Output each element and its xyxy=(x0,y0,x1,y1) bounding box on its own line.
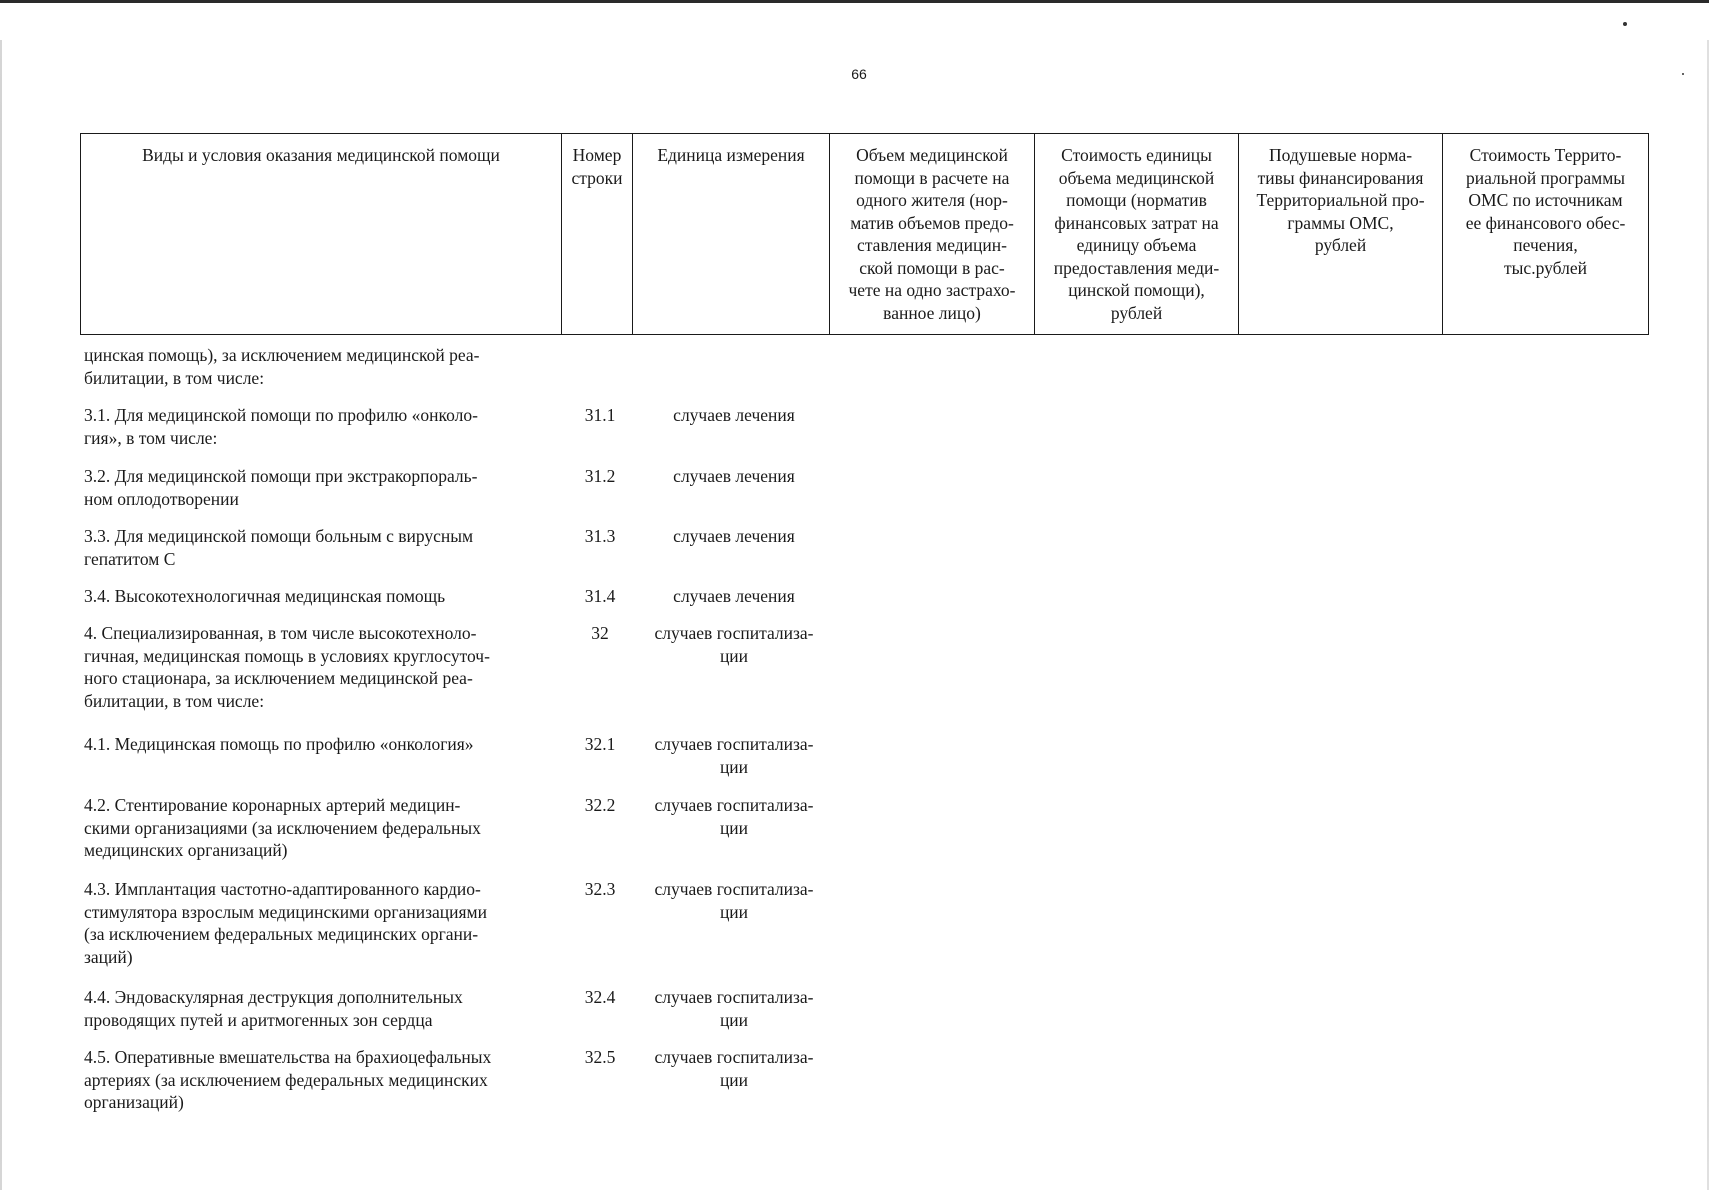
row-unit: случаев госпитализа- ции xyxy=(654,879,814,922)
row-name: 3.2. Для медицинской помощи при экстракорпораль- ном оплодотворении xyxy=(84,466,478,509)
row-number: 32.3 xyxy=(584,879,616,899)
row-unit: случаев госпитализа- ции xyxy=(654,623,814,666)
table-row xyxy=(80,404,880,465)
row-unit: случаев лечения xyxy=(673,466,795,486)
table-body xyxy=(80,344,880,1116)
table-row xyxy=(80,794,880,878)
row-number: 31.3 xyxy=(584,526,616,546)
page-number: 66 xyxy=(851,66,867,82)
table-row xyxy=(80,622,880,733)
column-header-program-cost: Стоимость Террито- риальной программы ОМС по источникам ее финансового обес- печения, тыс.рублей xyxy=(1443,134,1649,335)
scan-speck xyxy=(1623,22,1627,26)
table-row xyxy=(80,465,880,525)
row-unit: случаев лечения xyxy=(673,586,795,606)
column-header-volume: Объем медицинской помощи в расчете на одного жителя (нор- матив объемов предо- ставления медицин- ской помощи в рас- чете на одно застрахо- ванное лицо) xyxy=(830,134,1035,335)
row-number: 32.2 xyxy=(584,795,616,815)
table-row xyxy=(80,986,880,1046)
row-unit: случаев госпитализа- ции xyxy=(654,1047,814,1090)
column-header-services: Виды и условия оказания медицинской помощи xyxy=(81,134,562,335)
column-header-row-number: Номер строки xyxy=(562,134,633,335)
row-number: 31.2 xyxy=(584,466,616,486)
row-unit: случаев госпитализа- ции xyxy=(654,734,814,777)
row-unit: случаев госпитализа- ции xyxy=(654,795,814,838)
table-row xyxy=(80,344,880,404)
row-unit: случаев госпитализа- ции xyxy=(654,987,814,1030)
row-number: 32 xyxy=(591,623,609,643)
row-name: 4.5. Оперативные вмешательства на брахиоцефальных артериях (за исключением федеральных медицинских организаций) xyxy=(84,1047,492,1112)
row-name: 4.2. Стентирование коронарных артерий медицин- скими организациями (за исключением федеральных медицинских организаций) xyxy=(84,795,481,860)
row-name: 3.3. Для медицинской помощи больным с вирусным гепатитом С xyxy=(84,526,474,569)
row-name: 3.4. Высокотехнологичная медицинская помощь xyxy=(84,586,446,606)
row-name: цинская помощь), за исключением медицинской реа- билитации, в том числе: xyxy=(84,345,480,388)
row-name: 3.1. Для медицинской помощи по профилю «онколо- гия», в том числе: xyxy=(84,405,478,448)
scan-border-top xyxy=(0,0,1709,3)
row-name: 4. Специализированная, в том числе высокотехноло- гичная, медицинская помощь в условиях круглосуточ- ного стационара, за исключением медицинской реа- билитации, в том числе: xyxy=(84,623,490,711)
table-header xyxy=(80,133,1649,335)
row-number: 32.5 xyxy=(584,1047,616,1067)
row-number: 32.1 xyxy=(584,734,616,754)
column-header-unit-cost: Стоимость единицы объема медицинской помощи (норматив финансовых затрат на единицу объема предоставления меди- цинской помощи), рублей xyxy=(1035,134,1239,335)
table-row xyxy=(80,878,880,986)
row-number: 32.4 xyxy=(584,987,616,1007)
row-unit: случаев лечения xyxy=(673,526,795,546)
row-number: 31.4 xyxy=(584,586,616,606)
row-name: 4.3. Имплантация частотно-адаптированного кардио- стимулятора взрослым медицинскими организациями (за исключением федеральных медицинских органи- заций) xyxy=(84,879,487,967)
column-header-unit: Единица измерения xyxy=(633,134,830,335)
row-unit: случаев лечения xyxy=(673,405,795,425)
table-row xyxy=(80,585,880,622)
table-row xyxy=(80,1046,880,1116)
row-name: 4.1. Медицинская помощь по профилю «онкология» xyxy=(84,734,474,754)
table-row xyxy=(80,733,880,794)
row-name: 4.4. Эндоваскулярная деструкция дополнительных проводящих путей и аритмогенных зон сердца xyxy=(84,987,463,1030)
row-number: 31.1 xyxy=(584,405,616,425)
scan-border-left xyxy=(0,40,2,1190)
table-row xyxy=(80,525,880,585)
column-header-per-capita: Подушевые норма- тивы финансирования Территориальной про- граммы ОМС, рублей xyxy=(1239,134,1443,335)
